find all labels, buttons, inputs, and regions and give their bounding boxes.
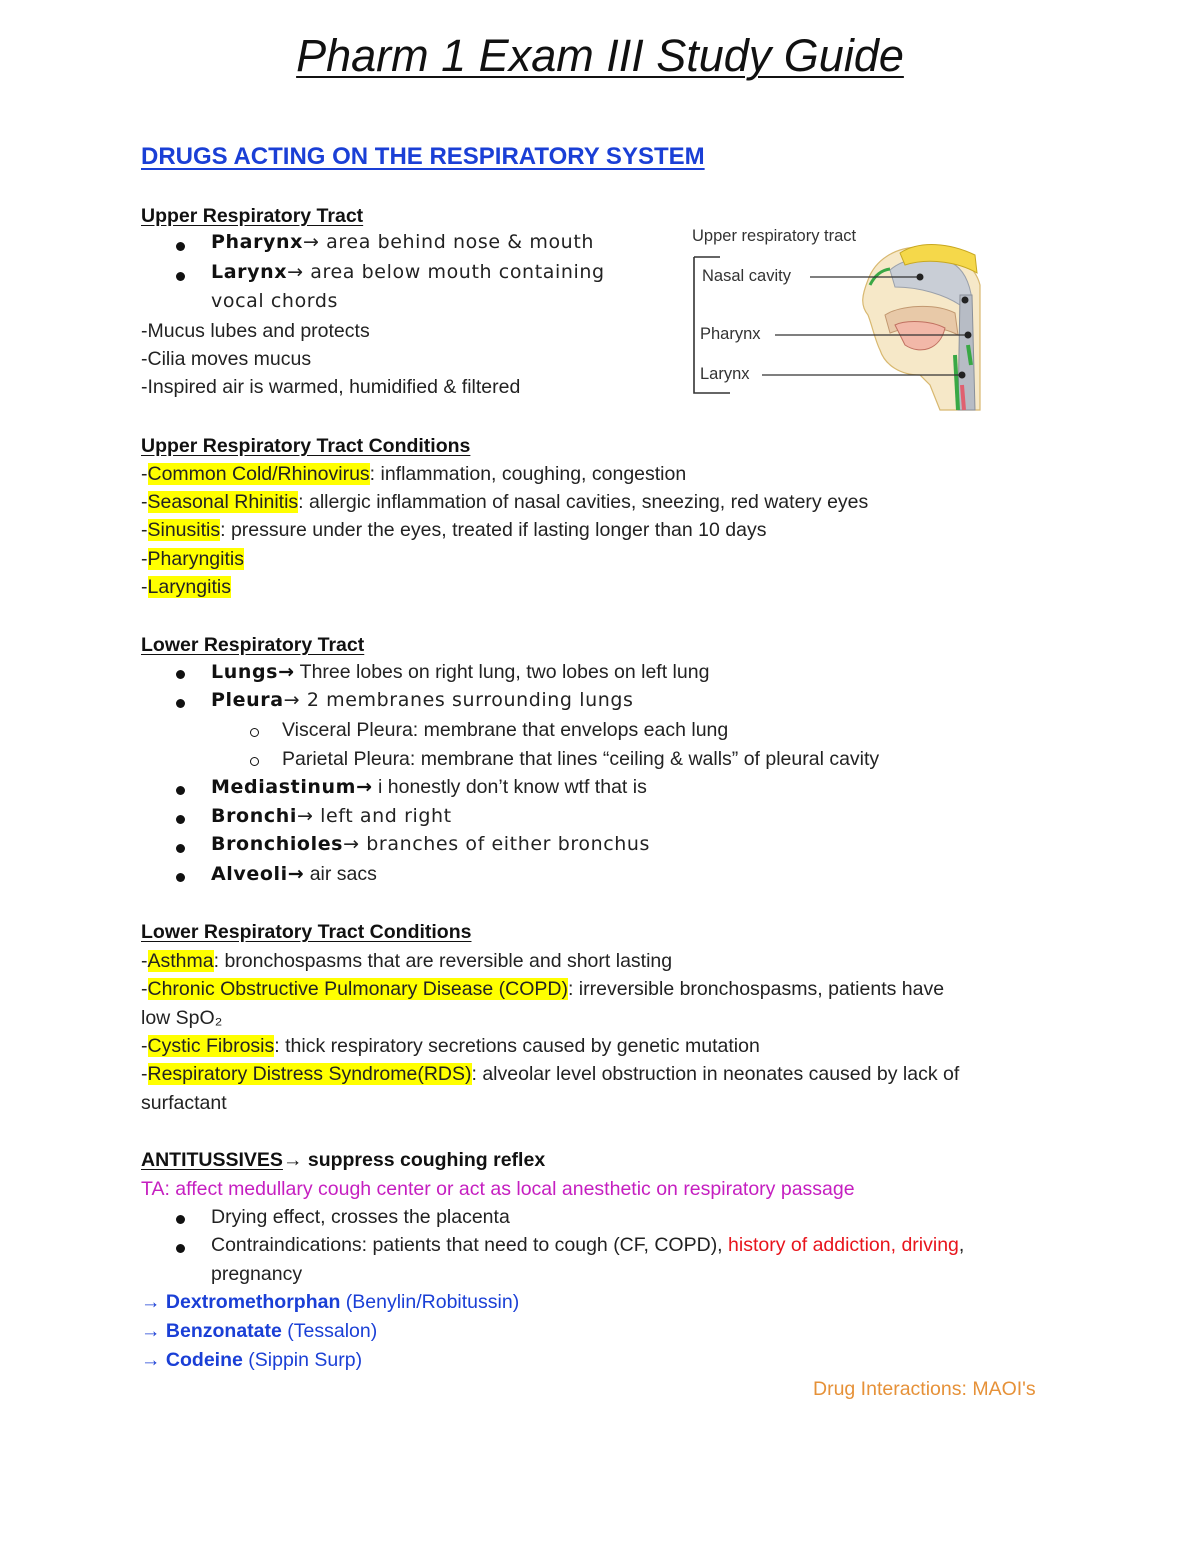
drug-item: → Dextromethorphan (Benylin/Robitussin) — [141, 1291, 520, 1313]
bullet-icon — [176, 242, 185, 251]
bullet-icon — [176, 1244, 185, 1253]
section-heading: DRUGS ACTING ON THE RESPIRATORY SYSTEM — [141, 143, 705, 170]
figure-label-larynx: Larynx — [700, 365, 750, 383]
bullet-icon — [176, 873, 185, 882]
sub-bullet-icon — [250, 757, 259, 766]
condition-item-cont: low SpO₂ — [141, 1007, 223, 1029]
condition-item: -Seasonal Rhinitis: allergic inflammation of nasal cavities, sneezing, red watery eyes — [141, 491, 869, 513]
bullet-icon — [176, 1215, 185, 1224]
bullet-icon — [176, 786, 185, 795]
respiratory-tract-figure — [690, 225, 990, 415]
lrt-item-bronchi: Bronchi→ left and right — [211, 805, 452, 827]
lrt-item-lungs: Lungs→ Three lobes on right lung, two lobes on left lung — [211, 661, 710, 683]
drug-item: → Benzonatate (Tessalon) — [141, 1320, 378, 1342]
condition-item: -Laryngitis — [141, 576, 231, 598]
figure-title: Upper respiratory tract — [692, 227, 857, 245]
page-title: Pharm 1 Exam III Study Guide — [296, 30, 904, 81]
drug-interactions-note: Drug Interactions: MAOI's — [813, 1378, 1036, 1400]
urt-conditions-heading: Upper Respiratory Tract Conditions — [141, 435, 471, 457]
condition-item-cont: surfactant — [141, 1092, 227, 1114]
lrt-conditions-heading: Lower Respiratory Tract Conditions — [141, 921, 472, 943]
urt-note: -Mucus lubes and protects — [141, 320, 370, 342]
condition-item: -Common Cold/Rhinovirus: inflammation, coughing, congestion — [141, 463, 687, 485]
urt-item-larynx: Larynx→ area below mouth containing — [211, 261, 605, 283]
bullet-icon — [176, 670, 185, 679]
bullet-icon — [176, 844, 185, 853]
lrt-subitem-visceral: Visceral Pleura: membrane that envelops each lung — [282, 719, 729, 741]
bullet-icon — [176, 272, 185, 281]
urt-heading: Upper Respiratory Tract — [141, 205, 364, 227]
condition-item: -Sinusitis: pressure under the eyes, treated if lasting longer than 10 days — [141, 519, 767, 541]
condition-item: -Pharyngitis — [141, 548, 244, 570]
urt-item-larynx-cont: vocal chords — [211, 290, 339, 312]
therapeutic-action: TA: affect medullary cough center or act as local anesthetic on respiratory passage — [141, 1178, 855, 1200]
lrt-item-mediastinum: Mediastinum→ i honestly don’t know wtf that is — [211, 776, 647, 798]
condition-item: -Cystic Fibrosis: thick respiratory secretions caused by genetic mutation — [141, 1035, 760, 1057]
urt-item-pharynx: Pharynx→ area behind nose & mouth — [211, 231, 595, 253]
bullet-icon — [176, 815, 185, 824]
lrt-item-alveoli: Alveoli→ air sacs — [211, 863, 377, 885]
antitussives-heading: ANTITUSSIVES→ suppress coughing reflex — [141, 1149, 546, 1171]
lrt-item-bronchioles: Bronchioles→ branches of either bronchus — [211, 833, 651, 855]
lrt-item-pleura: Pleura→ 2 membranes surrounding lungs — [211, 689, 634, 711]
drug-item: → Codeine (Sippin Surp) — [141, 1349, 363, 1371]
bullet-icon — [176, 699, 185, 708]
sub-bullet-icon — [250, 728, 259, 737]
urt-note: -Cilia moves mucus — [141, 348, 312, 370]
figure-label-nasal-cavity: Nasal cavity — [702, 267, 791, 285]
condition-item: -Respiratory Distress Syndrome(RDS): alveolar level obstruction in neonates caused by lack of — [141, 1063, 960, 1085]
lrt-subitem-parietal: Parietal Pleura: membrane that lines “ceiling & walls” of pleural cavity — [282, 748, 880, 770]
contraindications: Contraindications: patients that need to cough (CF, COPD), history of addiction, driving, — [211, 1234, 965, 1256]
urt-note: -Inspired air is warmed, humidified & filtered — [141, 376, 521, 398]
figure-label-pharynx: Pharynx — [700, 325, 761, 343]
lrt-heading: Lower Respiratory Tract — [141, 634, 365, 656]
condition-item: -Asthma: bronchospasms that are reversible and short lasting — [141, 950, 673, 972]
condition-item: -Chronic Obstructive Pulmonary Disease (COPD): irreversible bronchospasms, patients have — [141, 978, 945, 1000]
antitussive-effect: Drying effect, crosses the placenta — [211, 1206, 510, 1228]
head-anatomy-illustration — [690, 225, 990, 415]
contraindications-cont: pregnancy — [211, 1263, 303, 1285]
